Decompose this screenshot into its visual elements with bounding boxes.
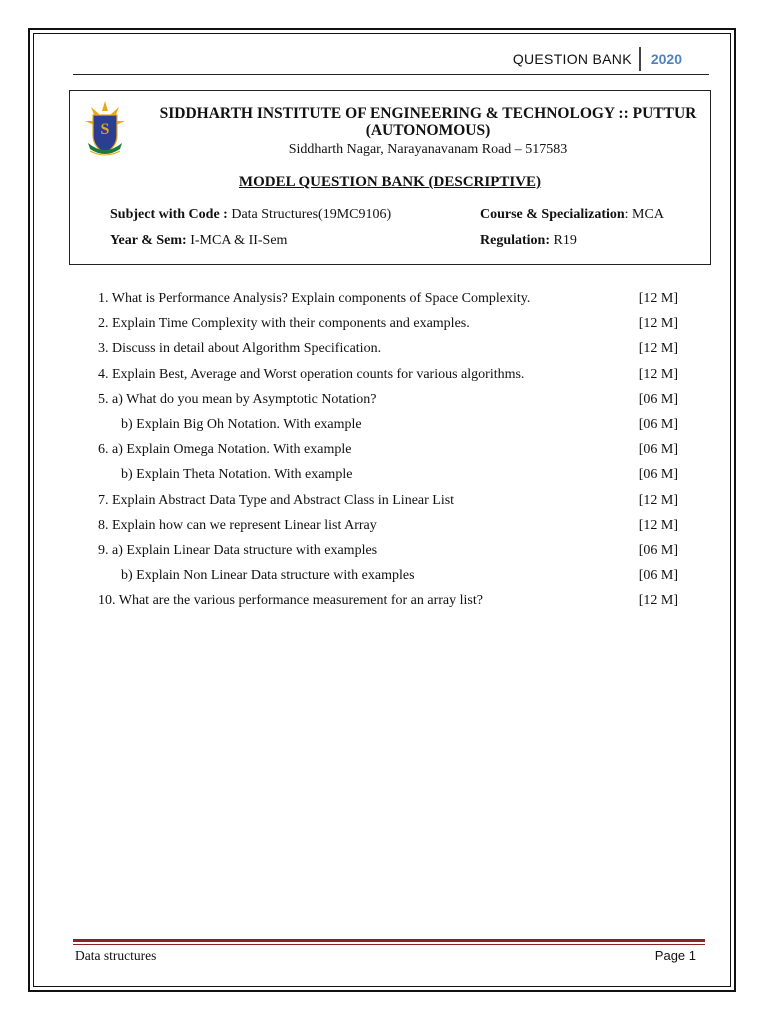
institute-name — [70, 105, 710, 139]
question-item — [98, 441, 678, 466]
question-item — [98, 340, 678, 365]
question-text: 8. Explain how can we represent Linear list Array — [98, 517, 377, 533]
regulation-row — [480, 233, 577, 249]
year-label: Year & Sem: — [110, 233, 187, 248]
regulation-label: Regulation: — [480, 233, 550, 248]
question-item — [98, 492, 678, 517]
svg-text:S: S — [100, 121, 110, 138]
footer-subject: Data structures — [75, 948, 157, 963]
institute-name-line1: SIDDHARTH INSTITUTE OF ENGINEERING & TECHNOLOGY :: PUTTUR — [159, 105, 697, 122]
question-item — [98, 391, 678, 416]
question-marks: [06 M] — [638, 416, 678, 432]
question-list — [98, 290, 678, 617]
question-text: 1. What is Performance Analysis? Explain components of Space Complexity. — [98, 291, 531, 306]
question-marks: [06 M] — [638, 542, 678, 558]
header-label: QUESTION BANK — [512, 51, 632, 67]
question-item — [98, 517, 678, 542]
title-box — [69, 90, 711, 265]
question-text: 6. a) Explain Omega Notation. With example — [98, 442, 352, 458]
question-marks: [06 M] — [638, 442, 678, 458]
course-value: : MCA — [624, 207, 664, 222]
question-subitem — [98, 567, 678, 592]
question-text: b) Explain Theta Notation. With example — [121, 467, 353, 483]
question-item — [98, 592, 678, 617]
course-row — [480, 207, 664, 223]
question-marks: [06 M] — [638, 568, 678, 584]
question-marks: [12 M] — [638, 291, 678, 306]
question-marks: [12 M] — [638, 593, 678, 609]
question-marks: [12 M] — [638, 341, 678, 357]
page-header — [513, 47, 682, 71]
regulation-value: R19 — [550, 233, 577, 248]
question-marks: [12 M] — [638, 492, 678, 508]
question-item — [98, 366, 678, 391]
question-text: 7. Explain Abstract Data Type and Abstract Class in Linear List — [98, 492, 455, 508]
subject-row — [110, 207, 391, 223]
header-rule — [73, 74, 709, 75]
question-text: 10. What are the various performance measurement for an array list? — [98, 593, 483, 609]
question-text: 4. Explain Best, Average and Worst operation counts for various algorithms. — [98, 366, 525, 382]
question-item — [98, 542, 678, 567]
question-marks: [06 M] — [638, 467, 678, 483]
question-marks: [06 M] — [638, 391, 678, 407]
institute-name-line2: (AUTONOMOUS) — [365, 122, 491, 139]
question-item — [98, 290, 678, 315]
question-text: 2. Explain Time Complexity with their components and examples. — [98, 316, 470, 332]
footer-rule-thin — [73, 944, 705, 945]
subject-value: Data Structures(19MC9106) — [227, 207, 392, 222]
year-row — [110, 233, 287, 249]
question-marks: [12 M] — [638, 316, 678, 332]
question-item — [98, 315, 678, 340]
document-title: MODEL QUESTION BANK (DESCRIPTIVE) — [238, 174, 542, 190]
question-marks: [12 M] — [638, 366, 678, 382]
question-subitem — [98, 416, 678, 441]
question-subitem — [98, 466, 678, 491]
question-text: 3. Discuss in detail about Algorithm Specification. — [98, 341, 382, 357]
question-marks: [12 M] — [638, 517, 678, 533]
subject-label: Subject with Code : — [110, 207, 228, 222]
question-text: 5. a) What do you mean by Asymptotic Notation? — [98, 391, 377, 407]
institute-address: Siddharth Nagar, Narayanavanam Road – 517583 — [288, 142, 568, 157]
course-label: Course & Specialization — [480, 207, 625, 222]
question-text: b) Explain Big Oh Notation. With example — [121, 416, 362, 432]
footer-rule-thick — [73, 939, 705, 942]
year-value: I-MCA & II-Sem — [186, 233, 288, 248]
header-year: 2020 — [650, 51, 682, 67]
question-text: 9. a) Explain Linear Data structure with examples — [98, 542, 378, 558]
footer-page-number: Page 1 — [654, 948, 696, 963]
question-text: b) Explain Non Linear Data structure with examples — [121, 568, 415, 584]
